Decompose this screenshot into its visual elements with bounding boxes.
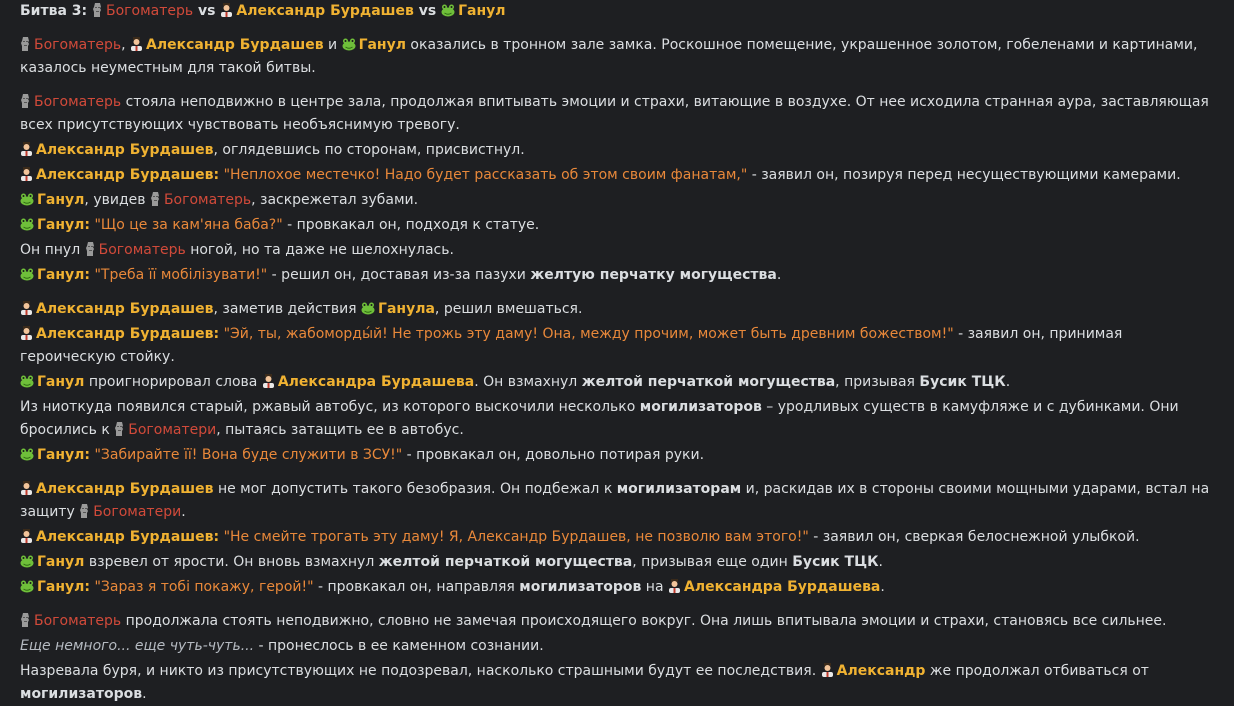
story-paragraph [20, 610, 1214, 633]
character-name: Ганул [358, 37, 406, 53]
emphasis-text: желтой перчаткой могущества [378, 554, 633, 570]
emphasis-text: желтой перчаткой могущества [581, 374, 836, 390]
story-paragraph [20, 551, 1214, 574]
story-paragraph [20, 189, 1214, 212]
dialogue-quote: "Треба її мобілізувати!" [94, 267, 268, 283]
moai-icon [150, 192, 161, 206]
battle-title-text: vs [413, 3, 442, 19]
story-paragraph [20, 214, 1214, 237]
man-icon [20, 326, 33, 340]
story-paragraph [20, 526, 1214, 549]
moai-icon [79, 504, 90, 518]
man-icon [821, 663, 834, 677]
character-name: Ганул: [37, 267, 91, 283]
narration-text: - заявил он, принимая героическую стойку. [20, 326, 1123, 365]
moai-icon [20, 613, 31, 627]
narration-text: , призывая еще один [632, 554, 793, 570]
inner-thought: Еще немного... еще чуть-чуть... [20, 638, 255, 654]
narration-text: , [121, 37, 131, 53]
story-paragraph [20, 478, 1214, 524]
frog-icon [20, 448, 34, 461]
narration-text: на [641, 579, 668, 595]
moai-icon [92, 3, 103, 17]
emphasis-text: могилизаторам [616, 481, 742, 497]
character-name: Александр [836, 663, 926, 679]
narration-text: . [1005, 374, 1011, 390]
character-name: Ганул [37, 374, 85, 390]
character-name-bogomater: Богоматери [93, 504, 182, 520]
emphasis-text: Бусик ТЦК [919, 374, 1006, 390]
man-icon [20, 167, 33, 181]
moai-icon [20, 37, 31, 51]
story-paragraph [20, 164, 1214, 187]
narration-text: , увидев [84, 192, 150, 208]
dialogue-quote: "Забирайте її! Вона буде служити в ЗСУ!" [94, 447, 403, 463]
character-name: Александр Бурдашев [36, 301, 214, 317]
narration-text: . Он взмахнул [474, 374, 582, 390]
character-name-bogomater: Богоматерь [34, 37, 122, 53]
dialogue-quote: "Неплохое местечко! Надо будет рассказать об этом своим фанатам," [223, 167, 748, 183]
character-name: Александр Бурдашев [36, 481, 214, 497]
narration-text: , оглядевшись по сторонам, присвистнул. [213, 142, 525, 158]
narration-text: - решил он, доставая из-за пазухи [267, 267, 531, 283]
story-paragraph [20, 298, 1214, 321]
character-name: Ганул: [37, 447, 91, 463]
narration-text: – уродливых существ в камуфляже и с дубинками. Они бросились к [20, 399, 1179, 438]
narration-text: и [323, 37, 342, 53]
story-paragraph [20, 239, 1214, 262]
narration-text: - заявил он, позируя перед несуществующими камерами. [747, 167, 1181, 183]
man-icon [20, 142, 33, 156]
narration-text: - пронеслось в ее каменном сознании. [254, 638, 544, 654]
character-name: Александра Бурдашева [277, 374, 475, 390]
story-paragraph [20, 396, 1214, 442]
story-paragraph [20, 264, 1214, 287]
character-name: Александр Бурдашев: [36, 529, 220, 545]
moai-icon [114, 422, 125, 436]
story-paragraph [20, 34, 1214, 80]
character-name: Ганул: [37, 579, 91, 595]
character-name-bogomater: Богоматерь [34, 613, 122, 629]
man-icon [220, 3, 233, 17]
frog-icon [20, 268, 34, 281]
man-icon [668, 579, 681, 593]
narration-text: - провкакал он, подходя к статуе. [282, 217, 540, 233]
character-name: Ганул [37, 554, 85, 570]
narration-text: Он пнул [20, 242, 85, 258]
dialogue-quote: "Що це за кам'яна баба?" [94, 217, 283, 233]
story-paragraph [20, 660, 1214, 706]
narration-text: , решил вмешаться. [434, 301, 583, 317]
story-paragraph [20, 444, 1214, 467]
narration-text: не мог допустить такого безобразия. Он подбежал к [213, 481, 617, 497]
character-name: Александр Бурдашев [236, 3, 414, 19]
character-name-bogomater: Богоматери [128, 422, 217, 438]
emphasis-text: желтую перчатку могущества [530, 267, 777, 283]
narration-text: проигнорировал слова [84, 374, 262, 390]
story-paragraph [20, 323, 1214, 369]
character-name-bogomater: Богоматерь [34, 94, 122, 110]
narration-text: же продолжал отбиваться от [925, 663, 1149, 679]
character-name-bogomater: Богоматерь [98, 242, 186, 258]
character-name-bogomater: Богоматерь [163, 192, 252, 208]
narration-text: . [776, 267, 782, 283]
narration-text: . [880, 579, 885, 595]
frog-icon [20, 555, 34, 568]
narration-text: , призывая [835, 374, 920, 390]
message-content [20, 0, 1214, 706]
dialogue-quote: "Зараз я тобі покажу, герой!" [94, 579, 314, 595]
dialogue-quote: "Эй, ты, жабоморды́й! Не трожь эту даму! Она, между прочим, может быть древним божеством!" [223, 326, 954, 342]
character-name: Александр Бурдашев: [36, 326, 220, 342]
battle-title-text: vs [193, 3, 221, 19]
story-paragraph [20, 635, 1214, 658]
narration-text: продолжала стоять неподвижно, словно не замечая происходящего вокруг. Она лишь впитывала эмоции и страхи, становясь все сильнее. [121, 613, 1167, 629]
frog-icon [20, 193, 34, 206]
battle-title-text: Битва 3: [20, 3, 92, 19]
frog-icon [361, 302, 375, 315]
dialogue-quote: "Не смейте трогать эту даму! Я, Александр Бурдашев, не позволю вам этого!" [223, 529, 809, 545]
frog-icon [20, 375, 34, 388]
moai-icon [85, 242, 96, 256]
narration-text: оказались в тронном зале замка. Роскошное помещение, украшенное золотом, гобеленами и картинами, казалось неуместным для такой битвы. [20, 37, 1198, 76]
narration-text: - заявил он, сверкая белоснежной улыбкой. [808, 529, 1140, 545]
frog-icon [20, 580, 34, 593]
narration-text: , заметив действия [213, 301, 362, 317]
emphasis-text: могилизаторов [519, 579, 642, 595]
frog-icon [441, 4, 455, 17]
narration-text: Назревала буря, и никто из присутствующих не подозревал, насколько страшными будут ее последствия. [20, 663, 821, 679]
story-paragraph [20, 576, 1214, 599]
narration-text: Из ниоткуда появился старый, ржавый автобус, из которого выскочили несколько [20, 399, 640, 415]
emphasis-text: могилизаторов [20, 686, 143, 702]
narration-text: . [878, 554, 883, 570]
man-icon [130, 37, 143, 51]
character-name: Александр Бурдашев [146, 37, 324, 53]
character-name: Ганула [378, 301, 435, 317]
narration-text: . [142, 686, 147, 702]
man-icon [20, 529, 33, 543]
character-name: Александр Бурдашев: [36, 167, 220, 183]
character-name: Александра Бурдашева [683, 579, 881, 595]
narration-text: стояла неподвижно в центре зала, продолжая впитывать эмоции и страхи, витающие в воздухе. От нее исходила странная аура, заставляющая всех присутствующих чувствовать необъяснимую тревогу. [20, 94, 1209, 133]
character-name-bogomater: Богоматерь [106, 3, 194, 19]
story-paragraph [20, 91, 1214, 137]
character-name: Ганул [37, 192, 85, 208]
character-name: Александр Бурдашев [36, 142, 214, 158]
narration-text: и, раскидав их в стороны своими мощными ударами, встал на защиту [20, 481, 1210, 520]
frog-icon [20, 218, 34, 231]
narration-text: взревел от ярости. Он вновь взмахнул [84, 554, 379, 570]
man-icon [20, 481, 33, 495]
frog-icon [342, 38, 356, 51]
emphasis-text: могилизаторов [639, 399, 762, 415]
battle-title [20, 0, 1214, 23]
narration-text: , пытаясь затащить ее в автобус. [216, 422, 464, 438]
emphasis-text: Бусик ТЦК [792, 554, 879, 570]
narration-text: - провкакал он, направляя [313, 579, 520, 595]
narration-text: . [181, 504, 186, 520]
man-icon [262, 374, 275, 388]
character-name: Ганул: [37, 217, 91, 233]
story-paragraph [20, 371, 1214, 394]
narration-text: - провкакал он, довольно потирая руки. [402, 447, 705, 463]
story-paragraph [20, 139, 1214, 162]
moai-icon [20, 94, 31, 108]
man-icon [20, 301, 33, 315]
character-name: Ганул [458, 3, 506, 19]
narration-text: ногой, но та даже не шелохнулась. [185, 242, 454, 258]
narration-text: , заскрежетал зубами. [251, 192, 419, 208]
